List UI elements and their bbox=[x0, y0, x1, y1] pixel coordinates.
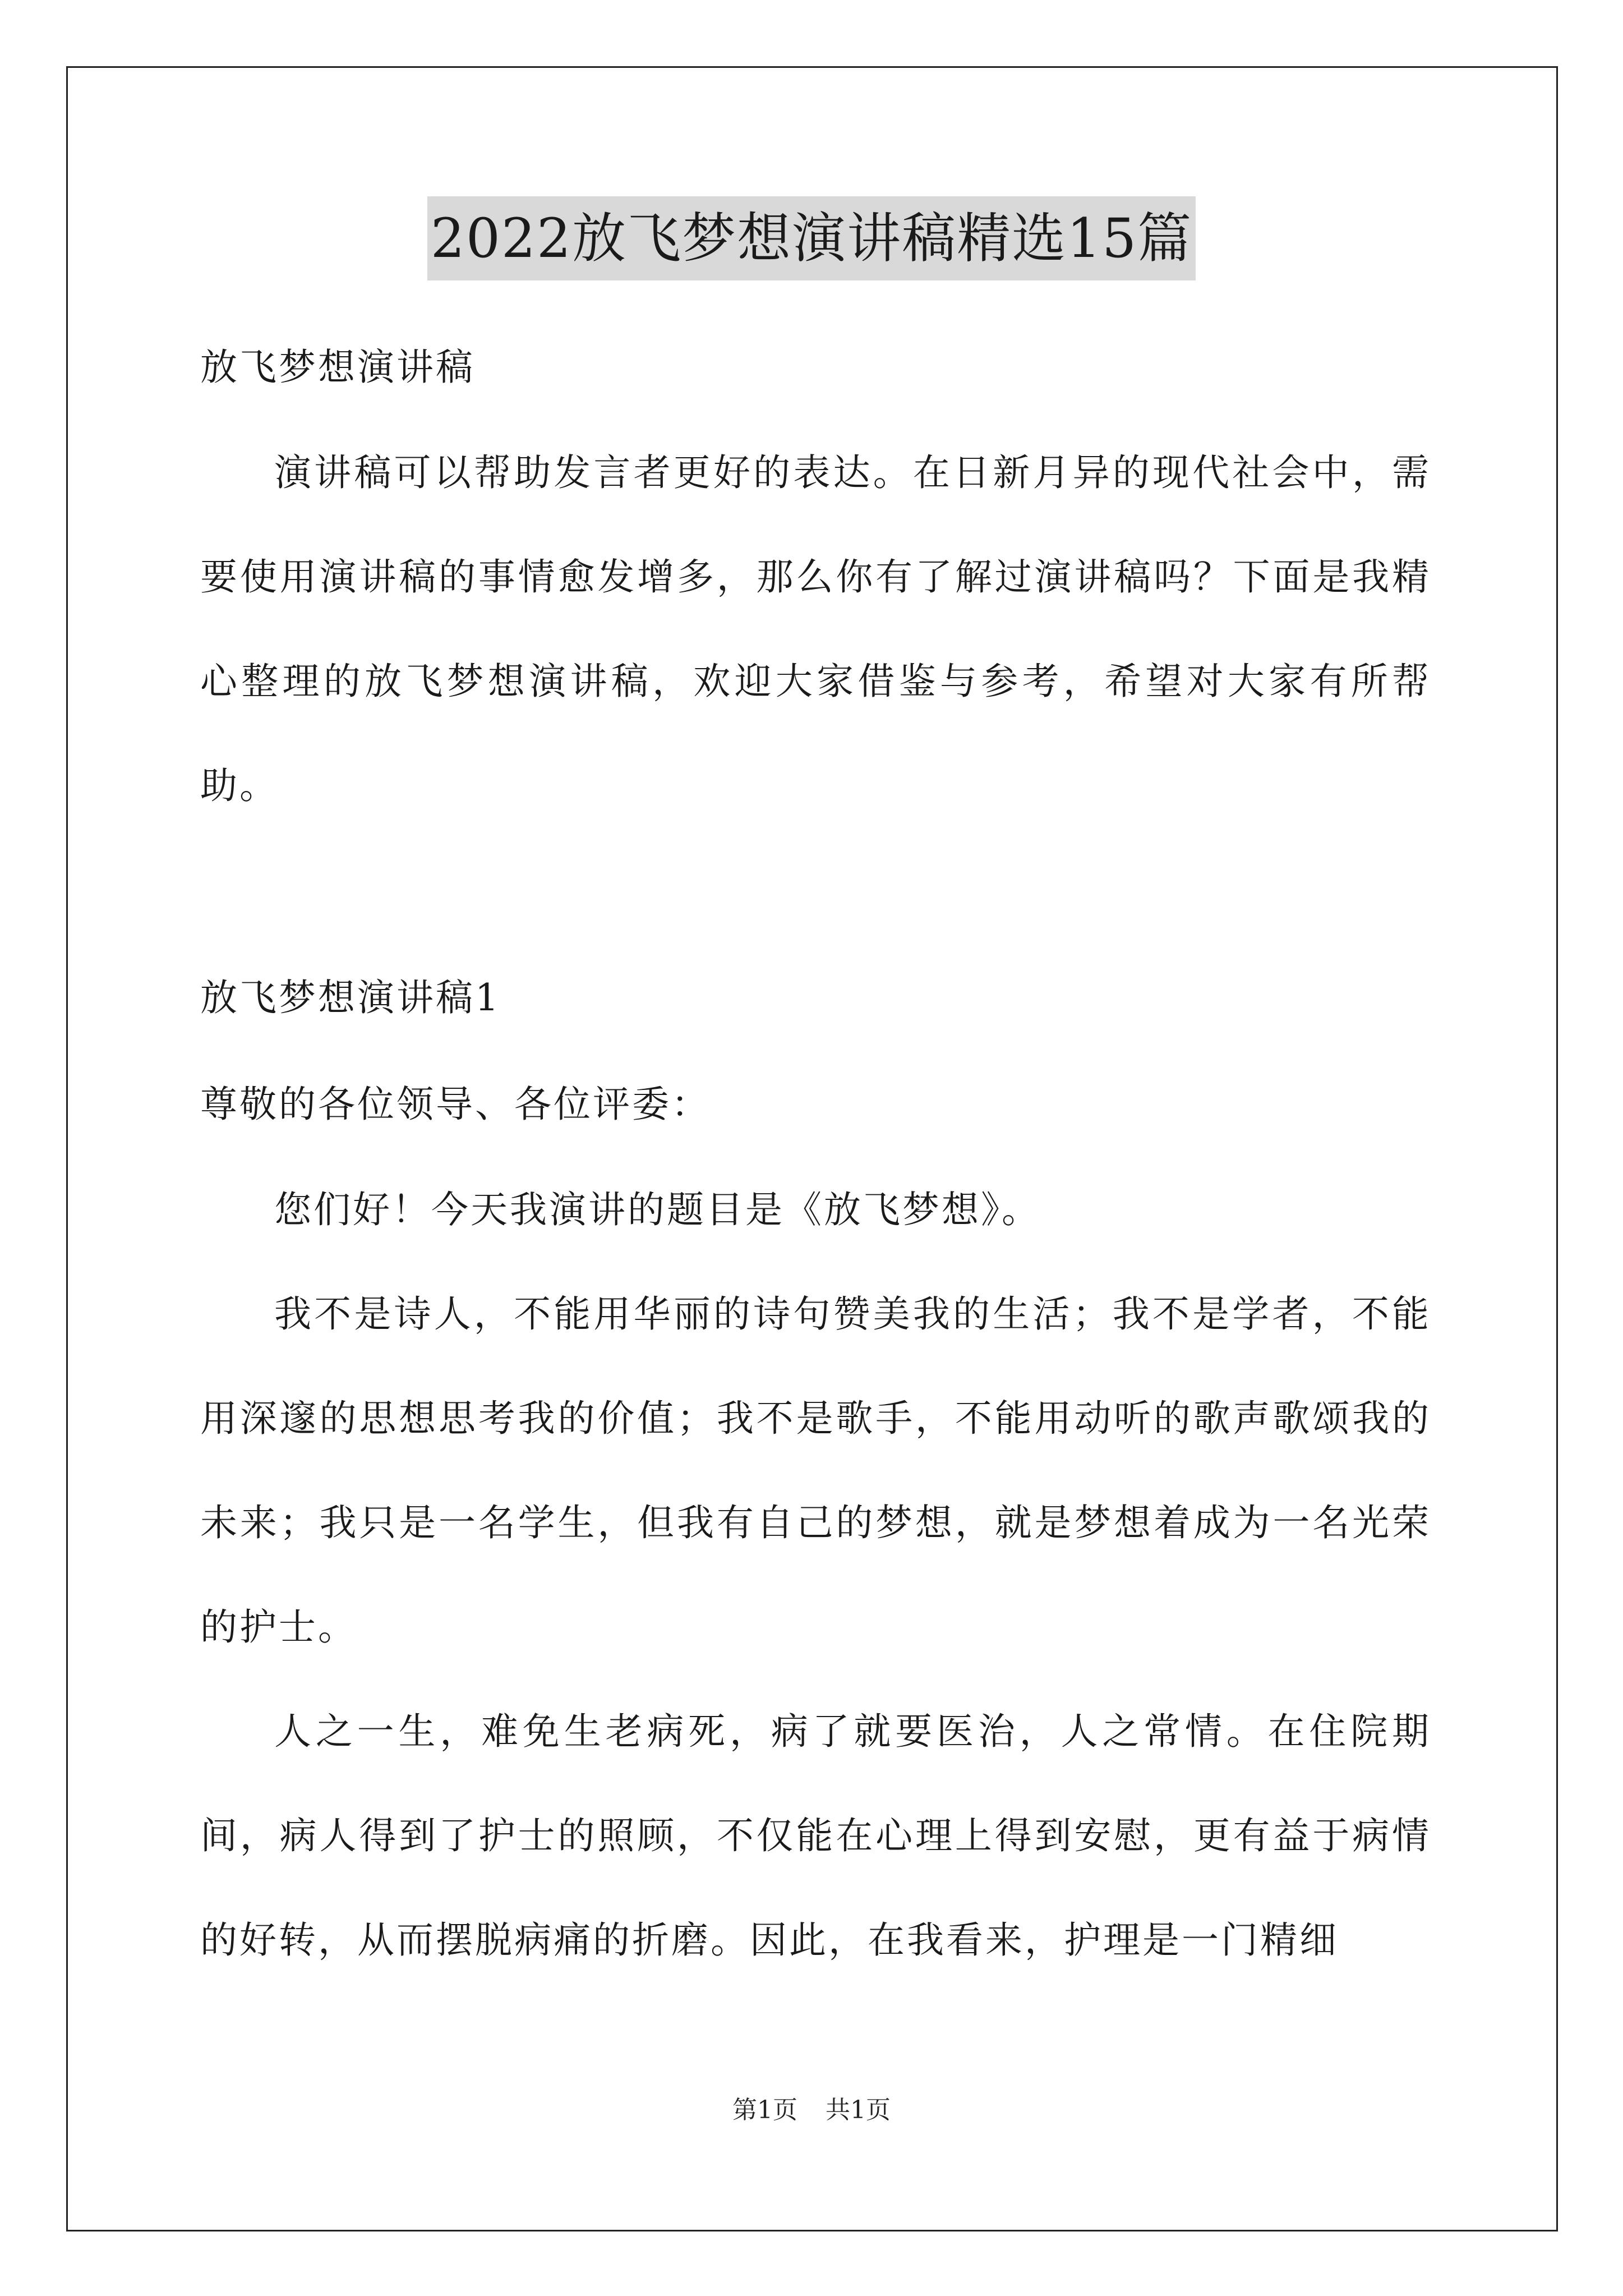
page-total: 共1页 bbox=[826, 2096, 891, 2124]
intro-heading: 放飞梦想演讲稿 bbox=[200, 346, 475, 389]
document-title: 2022放飞梦想演讲稿精选15篇 bbox=[427, 196, 1196, 280]
body-paragraph: 我不是诗人，不能用华丽的诗句赞美我的生活；我不是学者，不能用深邃的思想思考我的价值；我不是歌手，不能用动听的歌声歌颂我的未来；我只是一名学生，但我有自己的梦想，就是梦想着成为一名光荣的护士。 bbox=[200, 1292, 1431, 1649]
body-paragraph: 您们好！今天我演讲的题目是《放飞梦想》。 bbox=[274, 1188, 1041, 1231]
salutation: 尊敬的各位领导、各位评委： bbox=[200, 1083, 711, 1126]
page-number: 第1页 bbox=[732, 2096, 797, 2124]
section1-heading: 放飞梦想演讲稿1 bbox=[200, 976, 501, 1019]
section-gap bbox=[200, 838, 1431, 945]
document-body bbox=[200, 314, 1431, 1993]
title-wrap bbox=[0, 196, 1623, 280]
intro-paragraph: 演讲稿可以帮助发言者更好的表达。在日新月异的现代社会中，需要使用演讲稿的事情愈发增多，那么你有了解过演讲稿吗？下面是我精心整理的放飞梦想演讲稿，欢迎大家借鉴与参考，希望对大家有所帮助。 bbox=[200, 451, 1431, 807]
body-paragraph: 人之一生，难免生老病死，病了就要医治，人之常情。在住院期间，病人得到了护士的照顾，不仅能在心理上得到安慰，更有益于病情的好转，从而摆脱病痛的折磨。因此，在我看来，护理是一门精细 bbox=[200, 1710, 1431, 1962]
page-footer bbox=[0, 2090, 1623, 2125]
